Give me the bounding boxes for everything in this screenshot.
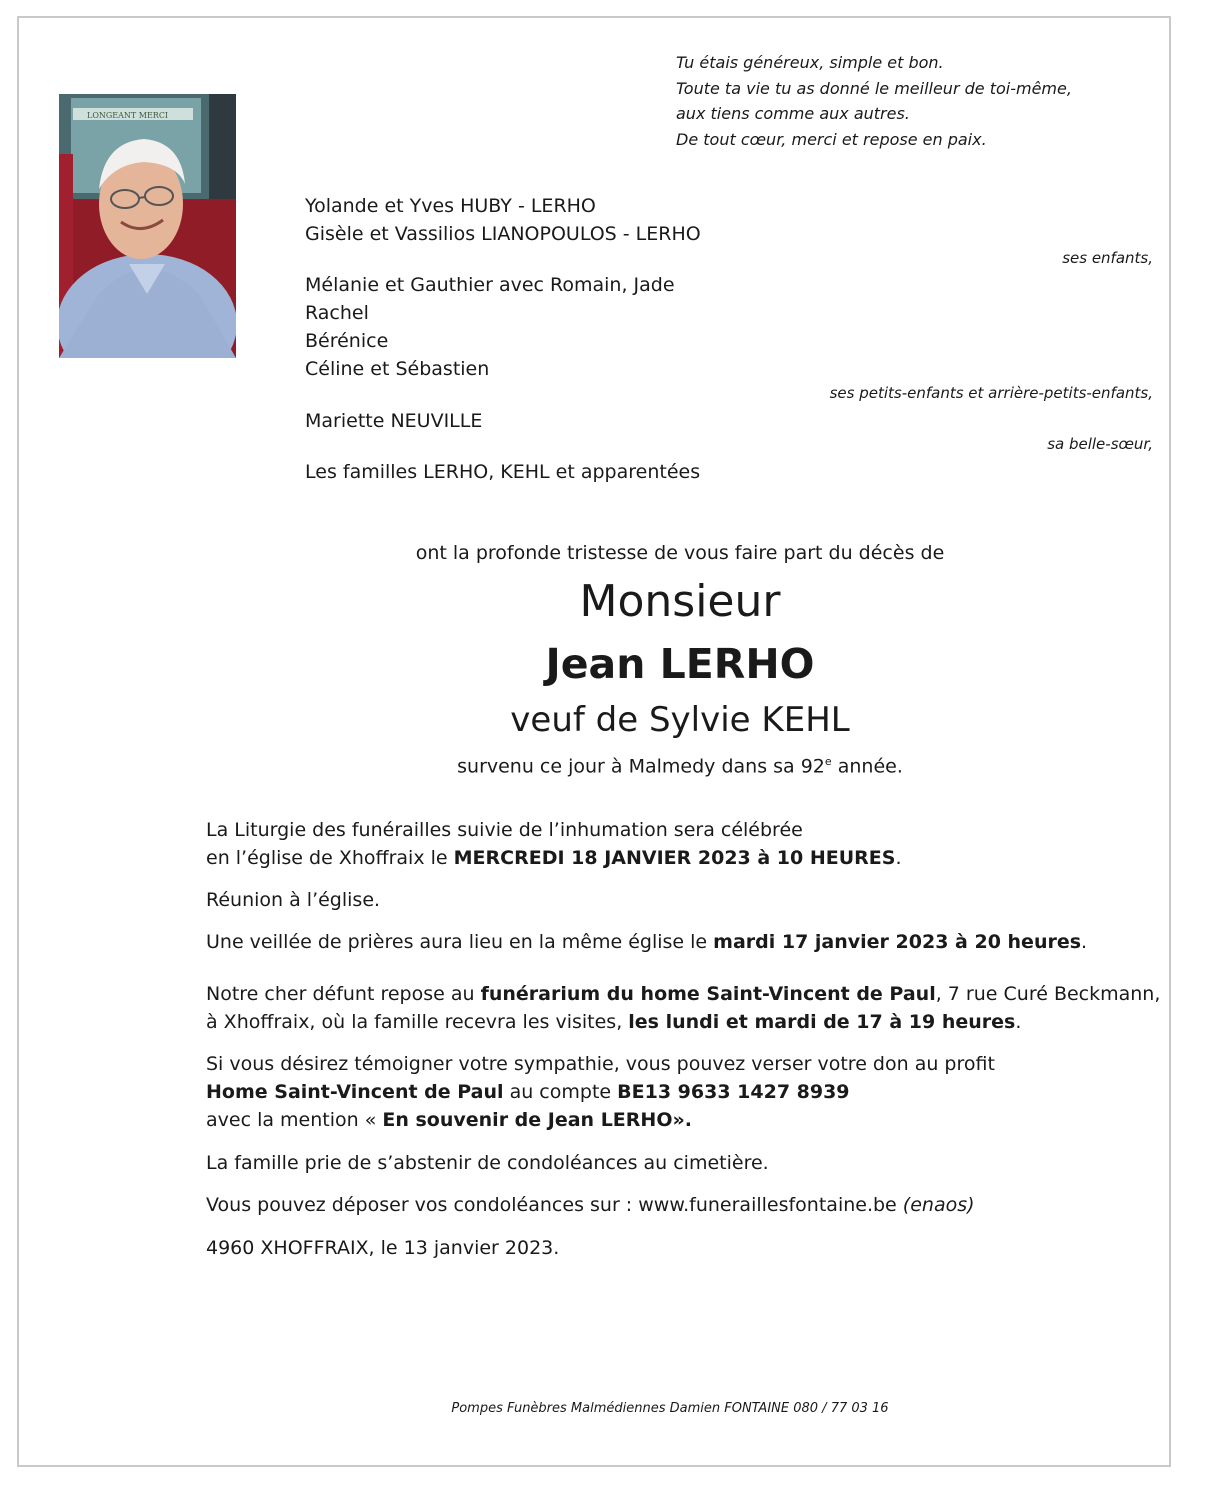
deceased-name: Jean LERHO (545, 640, 815, 688)
extended-families: Les familles LERHO, KEHL et apparentées (305, 461, 701, 483)
family-line: Rachel (305, 302, 369, 324)
ordinal-suffix: e (824, 755, 832, 768)
bank-account: BE13 9633 1427 8939 (617, 1081, 850, 1103)
grandchildren-list (305, 271, 675, 383)
footer-funeral-director: Pompes Funèbres Malmédiennes Damien FONTAINE 080 / 77 03 16 (451, 1401, 889, 1416)
liturgy-line-2: en l’église de Xhoffraix le MERCREDI 18 JANVIER 2023 à 10 HEURES. (206, 847, 902, 869)
donation-paragraph (206, 1050, 995, 1134)
sister-in-law-role: sa belle-sœur, (1047, 435, 1153, 453)
honorific: Monsieur (579, 576, 781, 627)
condolences-line (206, 1191, 975, 1219)
portrait-photo (59, 94, 236, 358)
poem-line: De tout cœur, merci et repose en paix. (676, 129, 987, 149)
children-role: ses enfants, (1062, 249, 1153, 267)
vigil-paragraph: Une veillée de prières aura lieu en la même église le mardi 17 janvier 2023 à 20 heures. (206, 931, 1088, 953)
donation-line-3: avec la mention « En souvenir de Jean LERHO». (206, 1109, 692, 1131)
poem-line: Tu étais généreux, simple et bon. (676, 53, 944, 72)
rest-line-2: à Xhoffraix, où la famille recevra les visites, les lundi et mardi de 17 à 19 heures. (206, 1011, 1022, 1033)
photo-banner-text: LONGEANT MERCI (87, 111, 169, 120)
funeral-date: MERCREDI 18 JANVIER 2023 à 10 HEURES (453, 847, 896, 869)
liturgy-line-1: La Liturgie des funérailles suivie de l’inhumation sera célébrée (206, 819, 803, 841)
sister-in-law: Mariette NEUVILLE (305, 410, 483, 432)
meeting-note: Réunion à l’église. (206, 889, 381, 911)
family-line: Gisèle et Vassilios LIANOPOULOS - LERHO (305, 223, 701, 245)
condolences-link-text: Vous pouvez déposer vos condoléances sur : www.funeraillesfontaine.be (206, 1194, 903, 1216)
poem (676, 50, 1072, 152)
visit-hours: les lundi et mardi de 17 à 19 heures (628, 1011, 1016, 1033)
children-list (305, 192, 701, 248)
condolences-source: (enaos) (902, 1194, 975, 1216)
donation-line-1: Si vous désirez témoigner votre sympathie, vous pouvez verser votre don au profit (206, 1053, 995, 1075)
funeral-home: funérarium du home Saint-Vincent de Paul (480, 983, 936, 1005)
cemetery-note: La famille prie de s’abstenir de condoléances au cimetière. (206, 1152, 769, 1174)
family-line: Mélanie et Gauthier avec Romain, Jade (305, 274, 675, 296)
announcement-intro: ont la profonde tristesse de vous faire part du décès de (415, 542, 945, 564)
rest-paragraph (206, 980, 1160, 1036)
beneficiary: Home Saint-Vincent de Paul (206, 1081, 504, 1103)
vigil-date: mardi 17 janvier 2023 à 20 heures (713, 931, 1082, 953)
liturgy-paragraph (206, 816, 902, 872)
grandchildren-role: ses petits-enfants et arrière-petits-enfants, (829, 384, 1153, 402)
death-text: survenu ce jour à Malmedy dans sa 92 (457, 755, 825, 778)
poem-line: aux tiens comme aux autres. (676, 104, 910, 123)
family-line: Yolande et Yves HUBY - LERHO (305, 195, 596, 217)
poem-line: Toute ta vie tu as donné le meilleur de toi-même, (676, 78, 1072, 98)
donation-line-2: Home Saint-Vincent de Paul au compte BE13 9633 1427 8939 (206, 1081, 850, 1103)
rest-line-1: Notre cher défunt repose au funérarium du home Saint-Vincent de Paul, 7 rue Curé Beckmann, (206, 983, 1161, 1005)
widower-line: veuf de Sylvie KEHL (510, 700, 850, 740)
family-line: Bérénice (305, 330, 389, 352)
death-line (0, 755, 1215, 777)
family-line: Céline et Sébastien (305, 358, 490, 380)
donation-mention: En souvenir de Jean LERHO». (382, 1109, 692, 1131)
place-date: 4960 XHOFFRAIX, le 13 janvier 2023. (206, 1237, 560, 1259)
death-text-end: année. (831, 755, 903, 778)
